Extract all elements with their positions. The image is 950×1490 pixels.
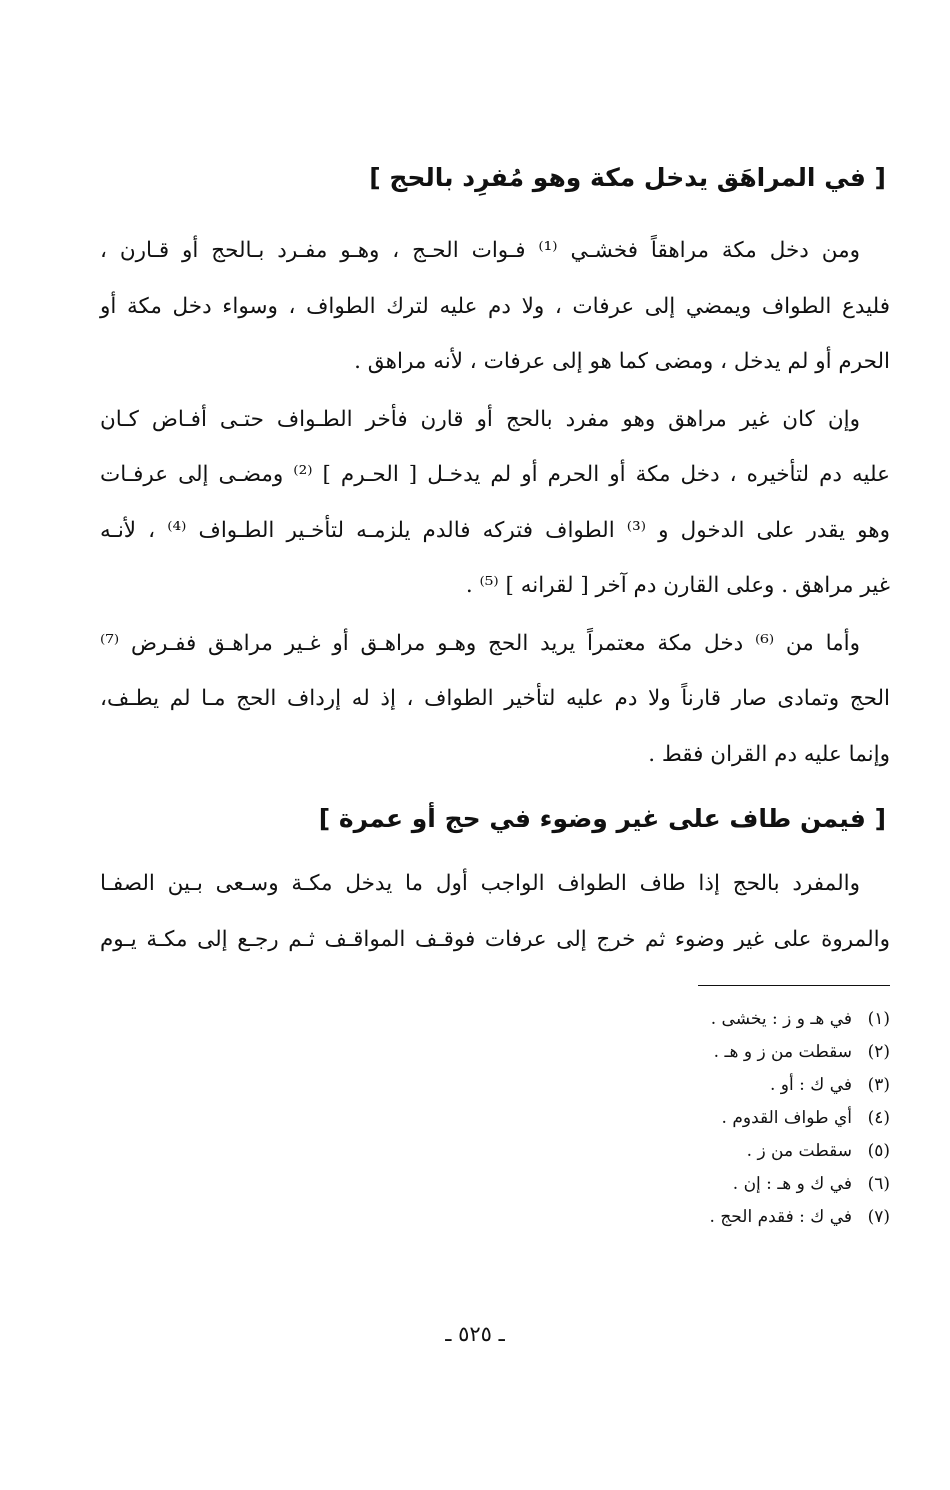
- footnote-text: في ك : أو .: [770, 1075, 852, 1095]
- footnote-text: في ك و هـ : إن .: [732, 1174, 852, 1194]
- footnote-text: أي طواف القدوم .: [721, 1108, 852, 1128]
- footnote-text: سقطت من ز .: [746, 1141, 852, 1161]
- text-line: فليدع الطواف ويمضي إلى عرفات ، ولا دم عليه لترك الطواف ، وسواء دخل مكة أو: [100, 293, 890, 319]
- footnote-number: (٥): [867, 1141, 890, 1161]
- footnote-6: [530, 1168, 890, 1201]
- footnote-1: [530, 1003, 890, 1036]
- footnote-text: سقطت من ز و هـ .: [713, 1042, 852, 1062]
- paragraph-3: [100, 616, 890, 783]
- paragraph-1: [100, 223, 890, 390]
- footnotes: [530, 1003, 890, 1234]
- text-line: وإن كان غير مراهق وهو مفرد بالحج أو قارن فأخر الطـواف حتـى أفـاض كـان: [100, 406, 860, 432]
- footnote-4: [530, 1102, 890, 1135]
- section-heading-tawaf: [ فيمن طاف على غير وضوء في حج أو عمرة ]: [318, 804, 886, 833]
- footnote-text: في ك : فقدم الحج .: [709, 1207, 852, 1227]
- paragraph-4: [100, 856, 890, 967]
- footnote-number: (٧): [867, 1207, 890, 1227]
- page-number: ـ ٥٢٥ ـ: [445, 1322, 505, 1346]
- text-line: وإنما عليه دم القران فقط .: [648, 741, 890, 767]
- footnote-3: [530, 1069, 890, 1102]
- text-line: عليه دم لتأخيره ، دخل مكة أو الحرم أو لم يدخـل [ الحـرم ] ⁽²⁾ ومضـى إلى عرفـات: [100, 462, 890, 487]
- text-line: والمفرد بالحج إذا طاف الطواف الواجب أول ما يدخل مكـة وسـعى بـين الصفـا: [100, 871, 860, 896]
- main-text: [100, 155, 890, 969]
- footnote-separator: [698, 985, 890, 986]
- footnote-number: (١): [867, 1009, 890, 1029]
- section-heading-murahaq: [ في المراهَق يدخل مكة وهو مُفرِد بالحج ]: [369, 163, 886, 192]
- text-line: غير مراهق . وعلى القارن دم آخر [ لقرانه ] ⁽⁵⁾ .: [465, 573, 890, 598]
- paragraph-2: [100, 392, 890, 614]
- footnote-number: (٤): [867, 1108, 890, 1128]
- text-line: والمروة على غير وضوء ثم خرج إلى عرفات فوقـف المواقـف ثـم رجـع إلى مكـة يـوم: [100, 926, 890, 952]
- text-line: وهو يقدر على الدخول و ⁽³⁾ الطواف فتركه فالدم يلزمـه لتأخـير الطـواف ⁽⁴⁾ ، لأنـه: [100, 517, 890, 543]
- footnote-7: [530, 1201, 890, 1234]
- text-line: الحرم أو لم يدخل ، ومضى كما هو إلى عرفات ، لأنه مراهق .: [354, 349, 890, 374]
- text-line: ومن دخل مكة مراهقاً فخشـي ⁽¹⁾ فـوات الحـج ، وهـو مفـرد بـالحج أو قـارن ،: [100, 238, 860, 263]
- footnote-text: في هـ و ز : يخشى .: [710, 1009, 852, 1029]
- footnote-number: (٣): [867, 1075, 890, 1095]
- footnote-5: [530, 1135, 890, 1168]
- text-line: وأما من ⁽⁶⁾ دخل مكة معتمراً يريد الحج وهـو مراهـق أو غـير مراهـق ففـرض ⁽⁷⁾: [100, 630, 860, 656]
- footnote-2: [530, 1036, 890, 1069]
- text-line: الحج وتمادى صار قارناً ولا دم عليه لتأخير الطواف ، إذ له إرداف الحج مـا لم يطـف،: [100, 686, 890, 711]
- footnote-number: (٦): [867, 1174, 890, 1194]
- footnote-number: (٢): [867, 1042, 890, 1062]
